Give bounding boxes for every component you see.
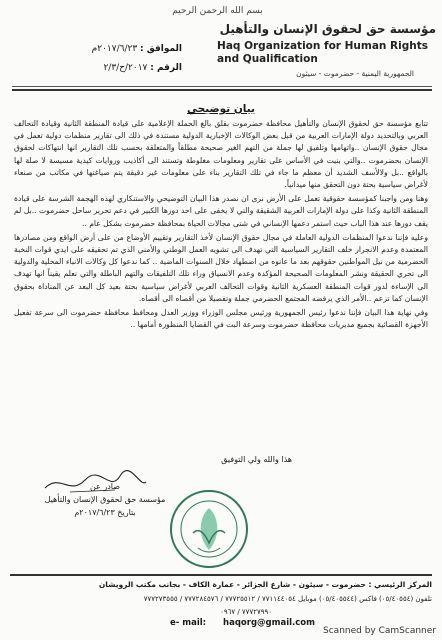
org-name-english-line1: Haq Organization for Human Rights [217,40,428,52]
basmala: بسم الله الرحمن الرحيم [172,6,263,16]
ref-row [72,63,182,73]
footer-divider [10,574,432,576]
document-title: بيان توضيحي [187,103,255,115]
header-divider [12,86,432,87]
paragraph-1: تتابع مؤسسة حق لحقوق الإنسان والتأهيل محافظة حضرموت بقلق بالغ الحملة الإعلامية على قيادة المنطقة الثانية وقيادة التحالف العربي وبالتحديد دولة الإمارات العربية من قبل بعض الوكالات الإخبارية الدولية مستندة في ذلك الى تقارير منظمات دولية تعمل في مجال حقوق الإنسان ..واتهامها وتلفيق لها جملة من التهم الغير صحيحة مطلقاً والمتعلقة بحسب تلك التقارير انها انتهاكات لحقوق الإنسان بحضرموت ..والتي بنيت في الأساس على تقارير ومعلومات مغلوطة وتستند الى أكاذيب وروايات كيدية مسيسة لا صلة لها بالواقع ..بل ولالأسف الشديد أن معظم ما جاء في تلك التقارير بناء على معلومات غير دقيقة يتم صياغتها في مكاتب من صنعاء لأغراض سياسية بحتة دون التحقق منها ميدانياً. [14,119,428,190]
footer-phones-extra: ٧٧٧٢٧٩٩٠ / ٠٩٦٧ [220,608,272,616]
footer-email [170,618,315,628]
date-label: الموافق : [140,44,182,54]
signature-date: بتاريخ ٢٠١٧/٦/٢٣م [74,508,136,517]
ref-label: الرقم : [150,63,182,73]
ref-value: ٢٠١٧/ح/٢/٣ [103,63,148,73]
paragraph-3: وعليه فإننا ندعوا المنظمات الدولية العاملة في مجال حقوق الإنسان لأخذ التقارير وتقييم الأوضاع من على أرض الواقع ومن مصادرها المعتمدة وعدم الانجرار خلف التقارير السياسية التي تهدف الى تشويه العمل الوطني والأمني الذي تم تحقيقه على ايدي قوات النخبة الحضرمية من نيل المواطنين حقوقهم بعد ما عانوه من اضطهاد خلال السنوات الماضية .. كما ندعوا كل وكالات الانباء المحلية والدولية الى تحري الحقيقة ونشر المعلومات الصحيحة المؤكدة وعدم الانسياق وراء تلك التلفيقات والتهم الباطلة والتي نعلم يقيناً انها تهدف الى الإساءة لدور قوات المنطقة العسكرية الثانية وقوات التحالف العربي لأغراض سياسية بحتة بعيد كل البعد عن المناداة بحقوق الإنسان كما تزعم ..الأمر الذي يرفضه المجتمع الحضرمي جملة وتفصيلا من أقصاه الى أقصاه. [14,232,428,303]
org-name-english-line2: and Qualification [217,53,318,65]
scanner-watermark: Scanned by CamScanner [323,626,436,636]
footer-phones: تلفون (٠٥/٤٠٥٥٤) فاكس (٠٥/٤٠٥٥٤٤) موبايل ٧٧١١٤٤٠٥٤ / ٧٧٧٢٥٥١٢ / ٧٧٧٢٨٤٥٧٦ / ٧٧٧٢٧٣٥٥٥ [143,595,432,603]
header-divider-thick [12,89,432,91]
email-value: haqorg@gmail.com [223,618,316,628]
official-seal-icon [168,488,250,570]
org-name-english [217,40,428,66]
signature-block [30,480,180,519]
paragraph-2: وهنا ومن واجبنا كمؤسسة حقوقية تعمل على الأرض نرى ان نصدر هذا البيان التوضيحي والاستنكاري لهذه الهجمة الشرسة على قيادة المنطقة الثانية وكذا على دولة الإمارات العربية الشقيقة والتي لا يخفى على احد دورها الكبير في دعم تحرير ساحل حضرموت ..بل لم يقف دورها عند هذا الباب حيث استمر دعمها الإنساني في شتى مجالات الحياة بمحافظة حضرموت بشكل عام .. [14,194,428,228]
org-location: الجمهورية اليمنية - حضرموت - سيئون [296,69,414,78]
email-label: e- mail: [170,618,207,628]
paragraph-4: وفي نهاية هذا البيان فإننا ندعوا رئيس الجمهورية ورئيس مجلس الوزراء ووزير العدل ومحافظ محافظة حضرموت الى سرعة تفعيل الأجهزة القضائية بجميع مديريات محافظة حضرموت وسرعة البت في القضايا المنظورة أمامها .. [14,308,428,330]
date-row [72,44,182,54]
footer-address: المركز الرئيسي : حضرموت - سيئون - شارع الجزائر - عمارة الكاف - بجانب مكتب الرويشان [98,580,432,589]
closing-line: هذا والله ولي التوفيق [221,455,292,464]
signature-org: مؤسسة حق لحقوق الإنسان والتأهيل [44,495,166,504]
org-name-arabic: مؤسسة حق لحقوق الإنسان والتأهيل [219,22,436,36]
signature-issued-by: صادر عن [89,482,121,491]
document-body [14,118,428,450]
date-value: ٢٠١٧/٦/٢٣م [91,44,138,54]
